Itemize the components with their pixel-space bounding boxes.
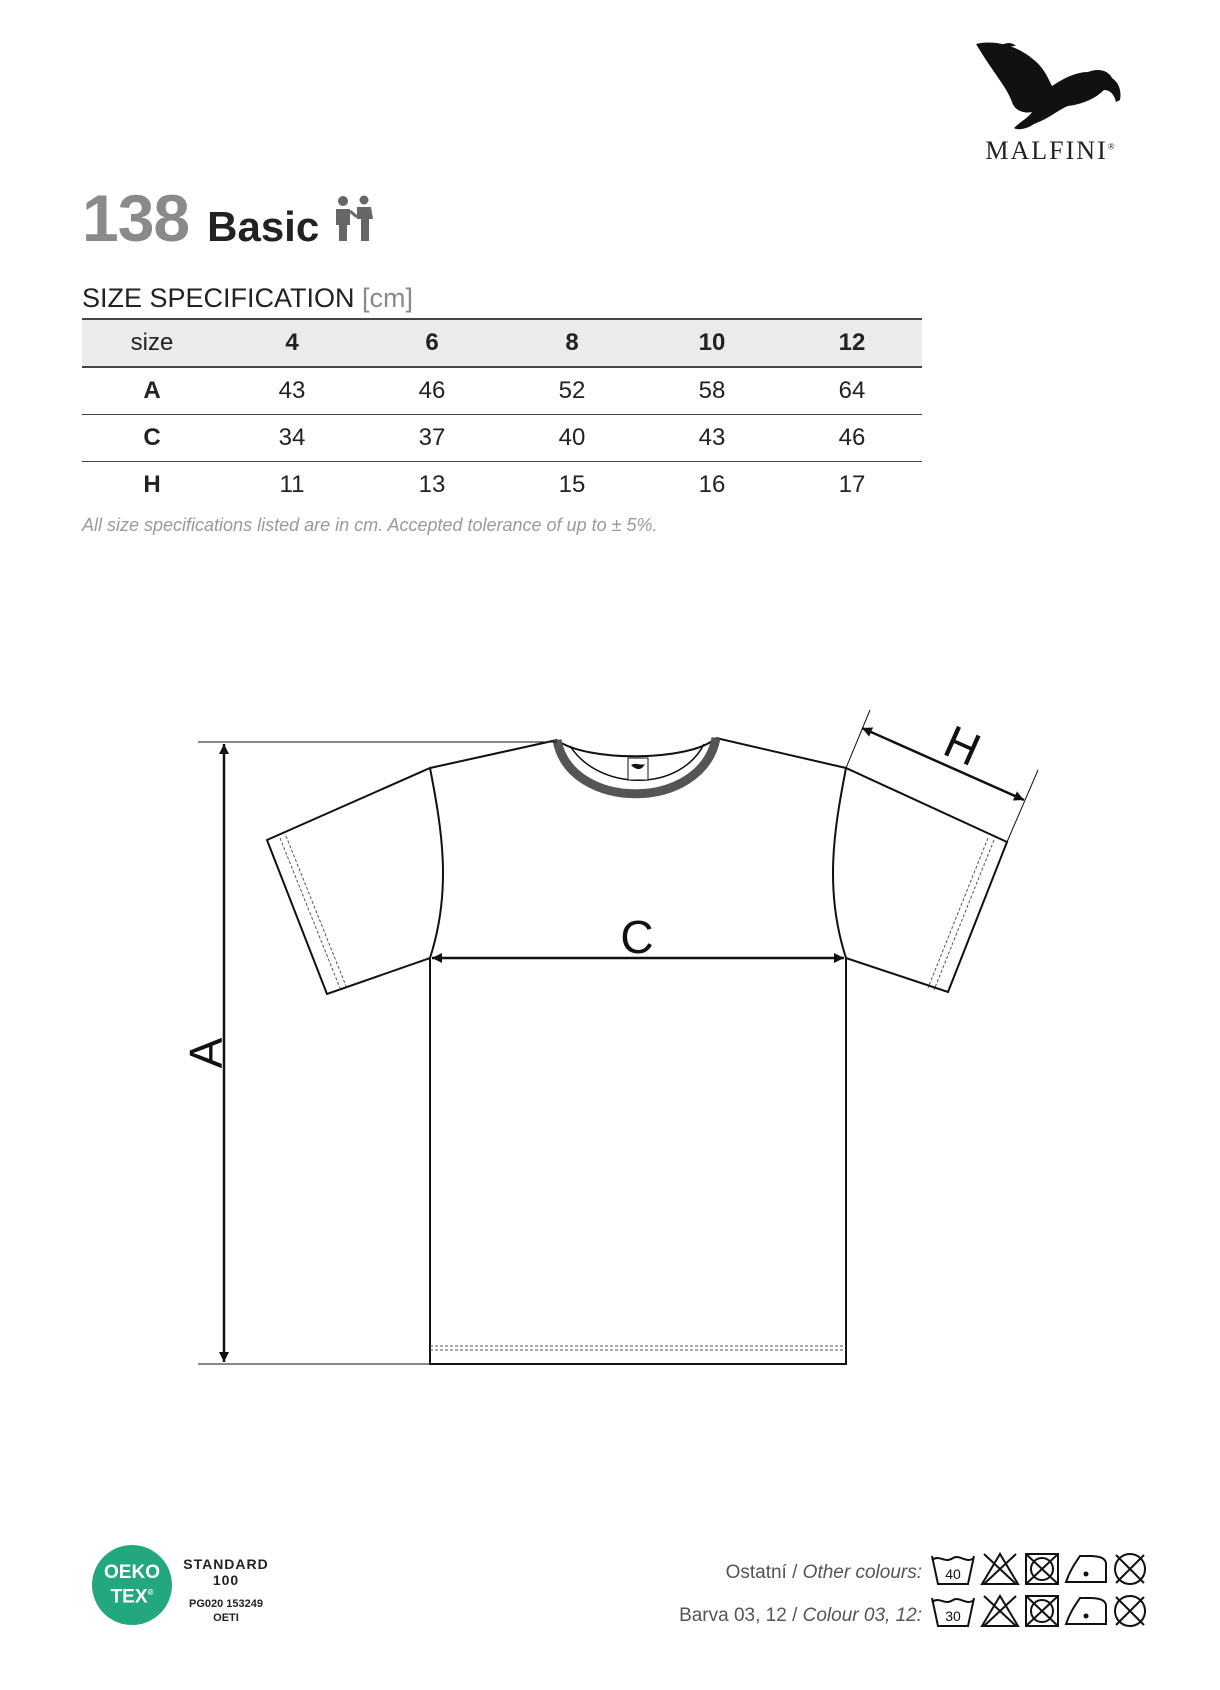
no-dry-clean-icon <box>1115 1596 1145 1626</box>
eagle-icon <box>972 38 1132 133</box>
table-cell: 46 <box>838 424 866 451</box>
row-label: H <box>143 471 161 498</box>
table-cell: 17 <box>838 471 866 498</box>
model-name: Basic <box>207 203 320 250</box>
wash-temp: 30 <box>945 1608 961 1624</box>
table-cell: 11 <box>279 471 305 498</box>
table-cell: 16 <box>698 471 726 498</box>
table-cell: 34 <box>278 424 306 451</box>
kids-icon <box>333 195 375 243</box>
table-cell: 15 <box>558 471 586 498</box>
column-header: 4 <box>285 329 299 356</box>
care-symbols-row <box>930 1550 1150 1590</box>
label-a: A <box>180 1037 232 1069</box>
model-number: 138 <box>82 181 190 255</box>
no-bleach-icon <box>982 1554 1018 1584</box>
column-header: size <box>130 329 174 356</box>
dimension-h <box>846 710 1038 842</box>
table-row <box>82 415 922 462</box>
table-cell: 64 <box>838 377 866 404</box>
care-symbols-row <box>930 1592 1150 1632</box>
care-label-colour: Barva 03, 12 / Colour 03, 12: <box>679 1605 922 1626</box>
column-header: 12 <box>838 329 866 356</box>
oeko-tex-logo-text: OEKO TEX® <box>104 1562 160 1608</box>
table-cell: 43 <box>278 377 306 404</box>
tshirt-diagram <box>0 680 1220 1400</box>
label-h: H <box>936 714 989 776</box>
table-cell: 43 <box>698 424 726 451</box>
table-cell: 13 <box>418 471 446 498</box>
row-label: C <box>143 424 161 451</box>
page-title <box>82 180 375 255</box>
row-label: A <box>143 377 161 404</box>
no-tumble-dry-icon <box>1026 1554 1058 1584</box>
no-dry-clean-icon <box>1115 1554 1145 1584</box>
column-header: 6 <box>425 329 439 356</box>
tolerance-note: All size specifications listed are in cm. Accepted tolerance of up to ± 5%. <box>82 515 658 535</box>
spec-heading: SIZE SPECIFICATION [cm] <box>82 283 414 313</box>
column-header: 10 <box>698 329 726 356</box>
table-cell: 37 <box>418 424 446 451</box>
table-cell: 46 <box>418 377 446 404</box>
label-c: C <box>620 911 654 963</box>
dimension-a <box>198 742 557 1364</box>
table-cell: 40 <box>558 424 586 451</box>
table-row <box>82 367 922 415</box>
iron-icon <box>1066 1598 1106 1624</box>
brand-name: MALFINI® <box>985 136 1115 165</box>
care-label-other: Ostatní / Other colours: <box>725 1562 922 1583</box>
wash-temp: 40 <box>945 1566 961 1582</box>
brand-logo <box>960 38 1140 168</box>
table-cell: 52 <box>558 377 586 404</box>
no-bleach-icon <box>982 1596 1018 1626</box>
iron-icon <box>1066 1556 1106 1582</box>
table-cell: 58 <box>698 377 726 404</box>
no-tumble-dry-icon <box>1026 1596 1058 1626</box>
standard-text: STANDARD 100 <box>183 1556 269 1588</box>
size-table <box>82 318 922 508</box>
certificate-code: PG020 153249 OETI <box>188 1598 263 1624</box>
table-header-row <box>82 319 922 367</box>
tshirt-outline <box>267 738 1007 1364</box>
column-header: 8 <box>565 329 579 356</box>
table-row <box>82 462 922 509</box>
